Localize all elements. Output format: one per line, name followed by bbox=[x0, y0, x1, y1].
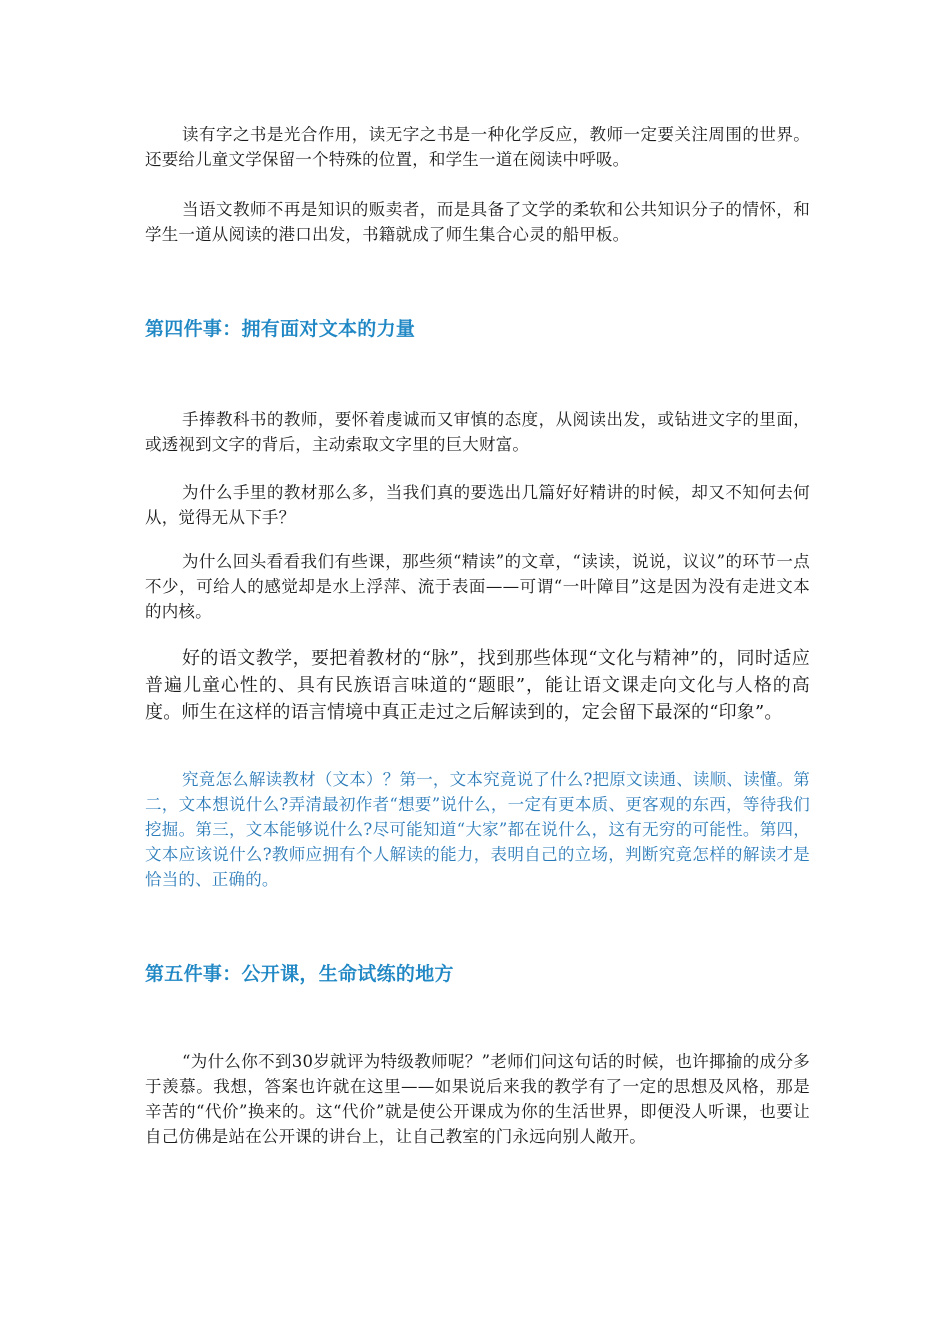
paragraph: 读有字之书是光合作用，读无字之书是一种化学反应，教师一定要关注周围的世界。还要给儿童文学保留一个特殊的位置，和学生一道在阅读中呼吸。 bbox=[145, 125, 810, 169]
paragraph: 手捧教科书的教师，要怀着虔诚而又审慎的态度，从阅读出发，或钻进文字的里面，或透视到文字的背后，主动索取文字里的巨大财富。 bbox=[145, 410, 810, 454]
paragraph: 为什么回头看看我们有些课，那些须“精读”的文章，“读读，说说，议议”的环节一点不少，可给人的感觉却是水上浮萍、流于表面——可谓“一叶障目”这是因为没有走进文本的内核。 bbox=[145, 552, 810, 621]
paragraph: 当语文教师不再是知识的贩卖者，而是具备了文学的柔软和公共知识分子的情怀，和学生一道从阅读的港口出发，书籍就成了师生集合心灵的船甲板。 bbox=[145, 200, 810, 244]
section-heading-4: 第四件事：拥有面对文本的力量 bbox=[145, 318, 416, 340]
paragraph: 好的语文教学，要把着教材的“脉”，找到那些体现“文化与精神”的，同时适应普遍儿童心性的、具有民族语言味道的“题眼”，能让语文课走向文化与人格的高度。师生在这样的语言情境中真正走过之后解读到的，定会留下最深的“印象”。 bbox=[145, 648, 810, 723]
section-heading-5: 第五件事：公开课，生命试练的地方 bbox=[145, 963, 454, 985]
highlighted-paragraph: 究竟怎么解读教材（文本）？第一，文本究竟说了什么?把原文读通、读顺、读懂。第二，文本想说什么?弄清最初作者“想要”说什么，一定有更本质、更客观的东西，等待我们挖掘。第三，文本能够说什么?尽可能知道“大家”都在说什么，这有无穷的可能性。第四，文本应该说什么?教师应拥有个人解读的能力，表明自己的立场，判断究竟怎样的解读才是恰当的、正确的。 bbox=[145, 770, 810, 889]
paragraph: “为什么你不到30岁就评为特级教师呢？”老师们问这句话的时候，也许揶揄的成分多于羡慕。我想，答案也许就在这里——如果说后来我的教学有了一定的思想及风格，那是辛苦的“代价”换来的。这“代价”就是使公开课成为你的生活世界，即便没人听课，也要让自己仿佛是站在公开课的讲台上，让自己教室的门永远向别人敞开。 bbox=[145, 1052, 810, 1146]
paragraph: 为什么手里的教材那么多，当我们真的要选出几篇好好精讲的时候，却又不知何去何从，觉得无从下手？ bbox=[145, 483, 810, 527]
